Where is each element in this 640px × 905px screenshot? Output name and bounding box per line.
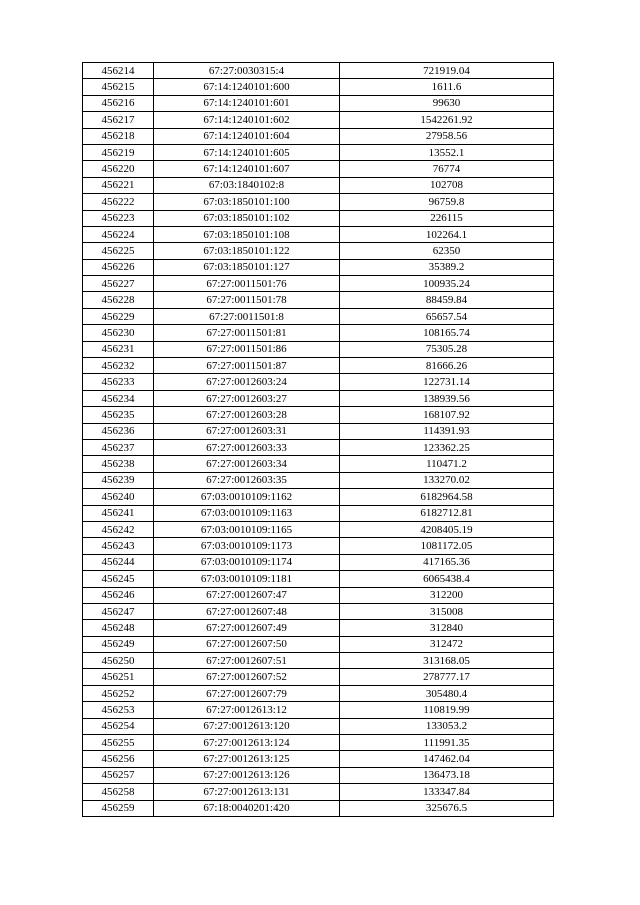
cell-cadastral-number: 67:27:0012603:33 [154,439,340,455]
cell-cadastral-number: 67:03:1840102:8 [154,177,340,193]
cell-value: 76774 [340,161,554,177]
cell-cadastral-number: 67:27:0012603:35 [154,472,340,488]
cell-value: 75305.28 [340,341,554,357]
cell-cadastral-number: 67:27:0012603:34 [154,456,340,472]
table-row [83,194,554,210]
cell-record-id: 456236 [83,423,154,439]
cell-value: 133053.2 [340,718,554,734]
cell-record-id: 456224 [83,226,154,242]
table-row [83,276,554,292]
cell-value: 312200 [340,587,554,603]
cell-value: 81666.26 [340,358,554,374]
table-row [83,95,554,111]
cell-value: 35389.2 [340,259,554,275]
cell-record-id: 456221 [83,177,154,193]
cell-cadastral-number: 67:14:1240101:601 [154,95,340,111]
cell-value: 100935.24 [340,276,554,292]
cell-cadastral-number: 67:03:1850101:122 [154,243,340,259]
cell-record-id: 456253 [83,702,154,718]
cell-cadastral-number: 67:27:0012613:120 [154,718,340,734]
table-row [83,554,554,570]
cell-cadastral-number: 67:27:0012603:28 [154,407,340,423]
table-row [83,112,554,128]
data-table [82,62,554,817]
cell-record-id: 456252 [83,685,154,701]
cell-value: 122731.14 [340,374,554,390]
cell-cadastral-number: 67:27:0011501:78 [154,292,340,308]
cell-cadastral-number: 67:03:0010109:1163 [154,505,340,521]
cell-record-id: 456242 [83,521,154,537]
cell-record-id: 456249 [83,636,154,652]
cell-record-id: 456244 [83,554,154,570]
cell-cadastral-number: 67:27:0012607:50 [154,636,340,652]
cell-value: 62350 [340,243,554,259]
cell-record-id: 456222 [83,194,154,210]
table-row [83,718,554,734]
cell-value: 27958.56 [340,128,554,144]
cell-cadastral-number: 67:27:0012607:48 [154,603,340,619]
table-row [83,767,554,783]
cell-value: 6182712.81 [340,505,554,521]
cell-value: 65657.54 [340,308,554,324]
cell-record-id: 456228 [83,292,154,308]
cell-cadastral-number: 67:27:0012613:124 [154,735,340,751]
cell-value: 110471.2 [340,456,554,472]
cell-record-id: 456217 [83,112,154,128]
table-row [83,308,554,324]
table-row [83,636,554,652]
cell-cadastral-number: 67:27:0012613:125 [154,751,340,767]
cell-value: 133347.84 [340,784,554,800]
cell-cadastral-number: 67:14:1240101:605 [154,144,340,160]
cell-value: 312472 [340,636,554,652]
table-body [83,63,554,817]
cell-record-id: 456254 [83,718,154,734]
cell-value: 102264.1 [340,226,554,242]
cell-value: 312840 [340,620,554,636]
cell-cadastral-number: 67:03:0010109:1162 [154,489,340,505]
cell-value: 417165.36 [340,554,554,570]
cell-value: 325676.5 [340,800,554,816]
cell-value: 313168.05 [340,653,554,669]
table-row [83,735,554,751]
table-row [83,472,554,488]
cell-value: 138939.56 [340,390,554,406]
table-row [83,669,554,685]
cell-record-id: 456233 [83,374,154,390]
cell-record-id: 456258 [83,784,154,800]
cell-value: 168107.92 [340,407,554,423]
cell-value: 111991.35 [340,735,554,751]
cell-cadastral-number: 67:27:0012603:27 [154,390,340,406]
table-row [83,243,554,259]
cell-cadastral-number: 67:27:0012613:131 [154,784,340,800]
cell-cadastral-number: 67:27:0012607:49 [154,620,340,636]
cell-record-id: 456230 [83,325,154,341]
cell-record-id: 456237 [83,439,154,455]
cell-record-id: 456238 [83,456,154,472]
table-row [83,620,554,636]
table-row [83,226,554,242]
cell-cadastral-number: 67:27:0030315:4 [154,63,340,79]
cell-cadastral-number: 67:03:1850101:102 [154,210,340,226]
cell-record-id: 456223 [83,210,154,226]
cell-value: 6065438.4 [340,571,554,587]
table-row [83,505,554,521]
cell-record-id: 456247 [83,603,154,619]
cell-cadastral-number: 67:03:1850101:100 [154,194,340,210]
table-row [83,587,554,603]
cell-value: 114391.93 [340,423,554,439]
table-row [83,423,554,439]
cell-record-id: 456234 [83,390,154,406]
table-row [83,571,554,587]
cell-cadastral-number: 67:27:0012613:12 [154,702,340,718]
cell-value: 4208405.19 [340,521,554,537]
cell-record-id: 456220 [83,161,154,177]
table-row [83,259,554,275]
cell-cadastral-number: 67:14:1240101:602 [154,112,340,128]
table-row [83,374,554,390]
cell-value: 226115 [340,210,554,226]
cell-cadastral-number: 67:14:1240101:604 [154,128,340,144]
cell-record-id: 456229 [83,308,154,324]
table-row [83,63,554,79]
table-row [83,407,554,423]
cell-cadastral-number: 67:14:1240101:607 [154,161,340,177]
cell-cadastral-number: 67:14:1240101:600 [154,79,340,95]
cell-record-id: 456243 [83,538,154,554]
cell-record-id: 456231 [83,341,154,357]
table-row [83,784,554,800]
cell-cadastral-number: 67:03:0010109:1165 [154,521,340,537]
cell-record-id: 456259 [83,800,154,816]
cell-cadastral-number: 67:18:0040201:420 [154,800,340,816]
cell-value: 102708 [340,177,554,193]
cell-cadastral-number: 67:03:0010109:1174 [154,554,340,570]
cell-cadastral-number: 67:27:0012603:24 [154,374,340,390]
cell-record-id: 456235 [83,407,154,423]
cell-value: 88459.84 [340,292,554,308]
table-row [83,439,554,455]
table-row [83,489,554,505]
cell-cadastral-number: 67:03:0010109:1181 [154,571,340,587]
cell-value: 1081172.05 [340,538,554,554]
table-row [83,800,554,816]
cell-value: 6182964.58 [340,489,554,505]
cell-value: 147462.04 [340,751,554,767]
cell-cadastral-number: 67:27:0012603:31 [154,423,340,439]
cell-cadastral-number: 67:27:0012607:79 [154,685,340,701]
cell-cadastral-number: 67:27:0012607:52 [154,669,340,685]
cell-cadastral-number: 67:27:0011501:8 [154,308,340,324]
cell-value: 136473.18 [340,767,554,783]
cell-value: 99630 [340,95,554,111]
table-row [83,358,554,374]
cell-record-id: 456239 [83,472,154,488]
table-row [83,390,554,406]
table-row [83,325,554,341]
cell-value: 133270.02 [340,472,554,488]
cell-record-id: 456246 [83,587,154,603]
table-row [83,456,554,472]
cell-cadastral-number: 67:27:0011501:81 [154,325,340,341]
cell-record-id: 456232 [83,358,154,374]
cell-cadastral-number: 67:03:1850101:127 [154,259,340,275]
cell-cadastral-number: 67:27:0011501:87 [154,358,340,374]
cell-value: 96759.8 [340,194,554,210]
cell-cadastral-number: 67:27:0011501:86 [154,341,340,357]
cell-cadastral-number: 67:27:0012613:126 [154,767,340,783]
table-row [83,653,554,669]
cell-value: 1542261.92 [340,112,554,128]
table-row [83,702,554,718]
table-row [83,603,554,619]
cell-record-id: 456225 [83,243,154,259]
cell-record-id: 456227 [83,276,154,292]
table-row [83,161,554,177]
cell-cadastral-number: 67:27:0012607:51 [154,653,340,669]
cell-record-id: 456240 [83,489,154,505]
table-row [83,521,554,537]
cell-value: 721919.04 [340,63,554,79]
cell-cadastral-number: 67:27:0011501:76 [154,276,340,292]
cell-value: 110819.99 [340,702,554,718]
cell-record-id: 456219 [83,144,154,160]
cell-record-id: 456248 [83,620,154,636]
table-row [83,685,554,701]
table-row [83,210,554,226]
cell-value: 1611.6 [340,79,554,95]
cell-value: 305480.4 [340,685,554,701]
cell-record-id: 456214 [83,63,154,79]
cell-value: 278777.17 [340,669,554,685]
cell-record-id: 456245 [83,571,154,587]
cell-cadastral-number: 67:27:0012607:47 [154,587,340,603]
table-row [83,79,554,95]
cell-record-id: 456215 [83,79,154,95]
table-row [83,538,554,554]
cell-record-id: 456255 [83,735,154,751]
table-row [83,177,554,193]
cell-value: 13552.1 [340,144,554,160]
cell-record-id: 456251 [83,669,154,685]
cell-cadastral-number: 67:03:0010109:1173 [154,538,340,554]
cell-value: 123362.25 [340,439,554,455]
table-row [83,751,554,767]
cell-record-id: 456250 [83,653,154,669]
cell-value: 315008 [340,603,554,619]
table-row [83,144,554,160]
cell-record-id: 456218 [83,128,154,144]
cell-record-id: 456241 [83,505,154,521]
cell-record-id: 456257 [83,767,154,783]
cell-record-id: 456216 [83,95,154,111]
cell-record-id: 456256 [83,751,154,767]
cell-cadastral-number: 67:03:1850101:108 [154,226,340,242]
table-row [83,292,554,308]
cell-record-id: 456226 [83,259,154,275]
cell-value: 108165.74 [340,325,554,341]
table-row [83,341,554,357]
table-row [83,128,554,144]
